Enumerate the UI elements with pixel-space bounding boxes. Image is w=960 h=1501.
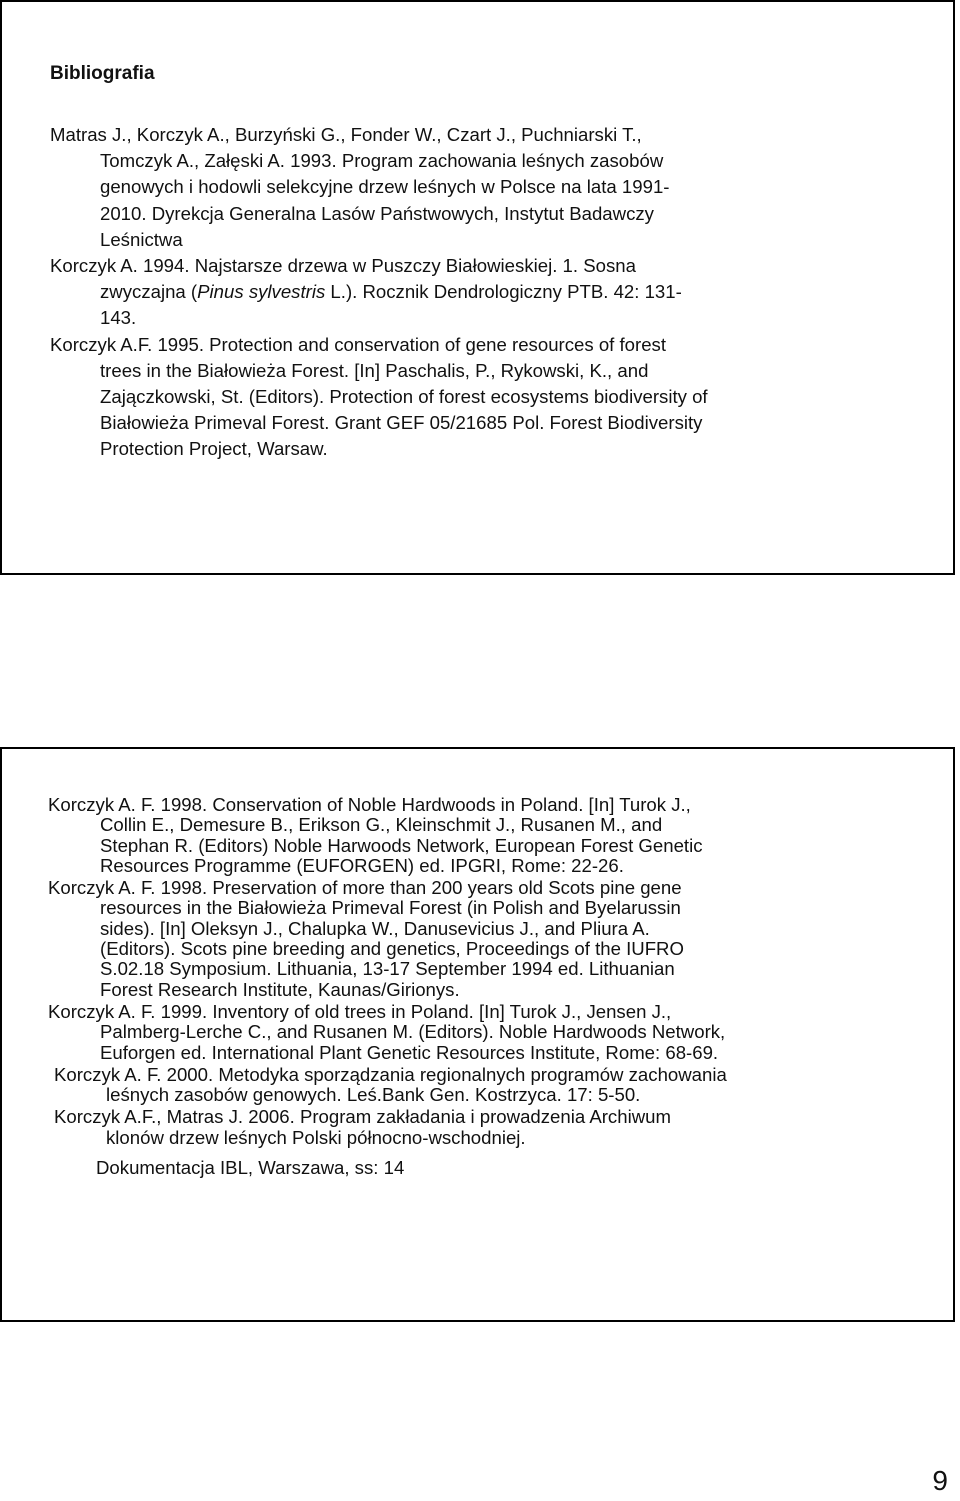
slide-bibliography-2 — [0, 747, 955, 1322]
reference-item: Korczyk A. F. 1998. Conservation of Noble Hardwoods in Poland. [In] Turok J., Collin E., Demesure B., Erikson G., Kleinschmit J., Rusanen M., and Stephan R. (Editors) Noble Harwoods Network, European Forest Genetic Resources Programme (EUFORGEN) ed. IPGRI, Rome: 22-26. — [48, 794, 703, 876]
species-name: Pinus sylvestris — [197, 281, 326, 303]
page-number: 9 — [932, 1465, 948, 1496]
slide-title: Bibliografia — [50, 63, 155, 84]
reference-item: Korczyk A. F. 1998. Preservation of more than 200 years old Scots pine gene resources in the Białowieża Primeval Forest (in Polish and Byelarussin sides). [In] Oleksyn J., Chalupka W., Danusevicius J., and Pliura A. (Editors). Scots pine breeding and genetics, Proceedings of the IUFRO S.02.18 Symposium. Lithuania, 13-17 September 1994 ed. Lithuanian Forest Research Institute, Kaunas/Girionys. — [48, 877, 684, 1000]
reference-list — [50, 122, 710, 463]
reference-item — [50, 253, 710, 332]
reference-item: Korczyk A. F. 1999. Inventory of old trees in Poland. [In] Turok J., Jensen J., Palmberg-Lerche C., and Rusanen M. (Editors). Noble Hardwoods Network, Euforgen ed. International Plant Genetic Resources Institute, Rome: 68-69. — [48, 1000, 726, 1063]
reference-item: Matras J., Korczyk A., Burzyński G., Fonder W., Czart J., Puchniarski T., Tomczyk A., Załęski A. 1993. Program zachowania leśnych zasobów genowych i hodowli selekcyjne drzew leśnych w Polsce na lata 1991-2010. Dyrekcja Generalna Lasów Państwowych, Instytut Badawczy Leśnictwa — [50, 124, 670, 250]
slide-bibliography-1 — [0, 0, 955, 575]
reference-item: Korczyk A.F., Matras J. 2006. Program zakładania i prowadzenia Archiwum klonów drzew leśnych Polski północno-wschodniej. — [54, 1106, 671, 1148]
reference-text: Korczyk A. 1994. Najstarsze drzewa w Puszczy Białowieskiej. 1. Sosna zwyczajna ( — [50, 255, 636, 303]
reference-list — [48, 795, 728, 1178]
reference-item: Korczyk A. F. 2000. Metodyka sporządzania regionalnych programów zachowania leśnych zasobów genowych. Leś.Bank Gen. Kostrzyca. 17: 5-50. — [54, 1063, 727, 1106]
reference-continuation: Dokumentacja IBL, Warszawa, ss: 14 — [96, 1157, 405, 1179]
reference-text: L.). Rocznik Dendrologiczny PTB. 42: 131-143. — [100, 281, 682, 329]
reference-item: Korczyk A.F. 1995. Protection and conservation of gene resources of forest trees in the Białowieża Forest. [In] Paschalis, P., Rykowski, K., and Zajączkowski, St. (Editors). Protection of forest ecosystems biodiversity of Białowieża Primeval Forest. Grant GEF 05/21685 Pol. Forest Biodiversity Protection Project, Warsaw. — [50, 333, 708, 460]
